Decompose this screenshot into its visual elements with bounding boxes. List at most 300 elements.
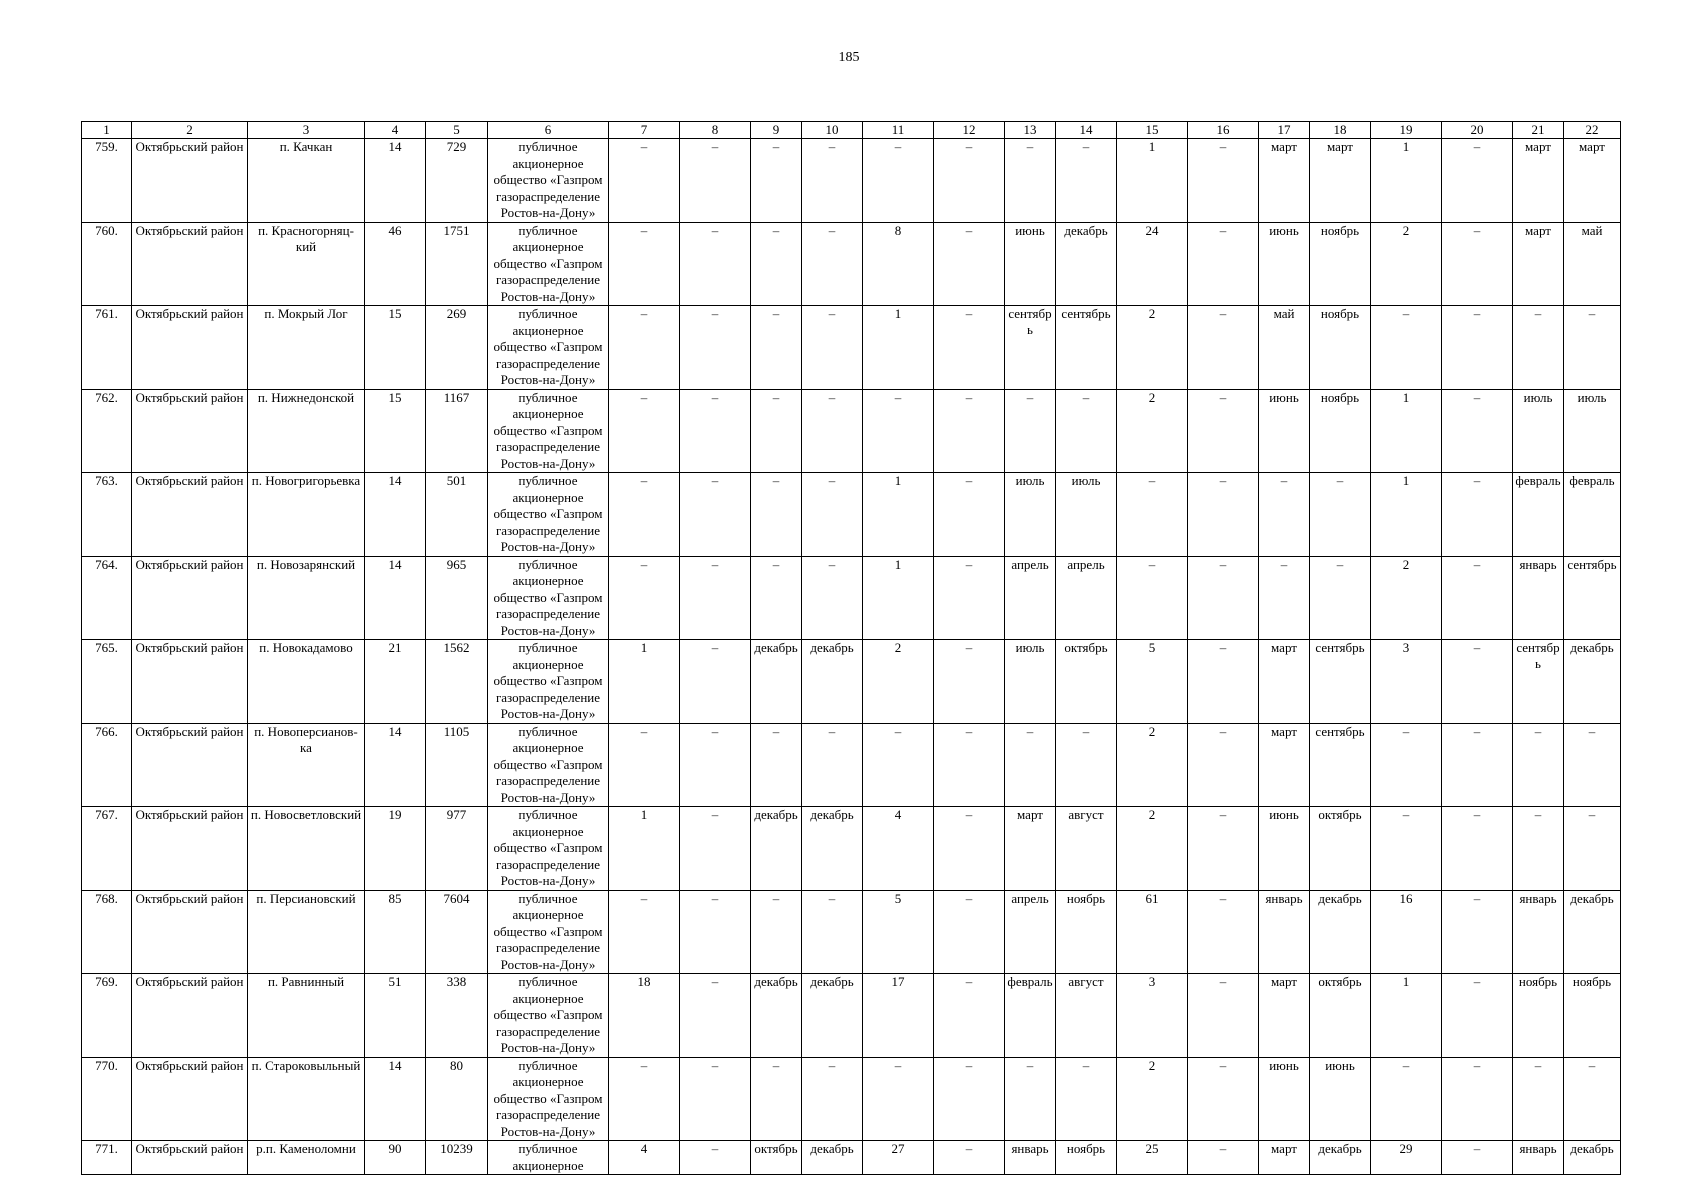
table-cell-col-7: 18 xyxy=(609,974,680,1058)
table-cell-col-16: – xyxy=(1188,890,1259,974)
table-cell-col-13: июль xyxy=(1005,473,1056,557)
table-cell-col-21: сентябр ь xyxy=(1513,640,1564,724)
table-cell-col-14: июль xyxy=(1056,473,1117,557)
table-cell-col-15: 5 xyxy=(1117,640,1188,724)
table-cell-col-17: март xyxy=(1259,1141,1310,1175)
table-cell-col-18: сентябрь xyxy=(1310,723,1371,807)
table-row xyxy=(82,974,1621,1058)
table-cell-col-3: р.п. Каменоломни xyxy=(248,1141,365,1175)
table-cell-col-6: публичное акционерное общество «Газпром газораспределение Ростов-на-Дону» xyxy=(488,222,609,306)
table-cell-col-15: 2 xyxy=(1117,389,1188,473)
table-cell-col-3: п. Равнинный xyxy=(248,974,365,1058)
table-cell-col-10: декабрь xyxy=(802,974,863,1058)
table-cell-col-2: Октябрьский район xyxy=(132,556,248,640)
table-cell-col-3: п. Новозарянский xyxy=(248,556,365,640)
table-row xyxy=(82,723,1621,807)
table-cell-col-15: – xyxy=(1117,473,1188,557)
table-cell-col-1: 759. xyxy=(82,139,132,223)
table-cell-col-4: 90 xyxy=(365,1141,426,1175)
table-cell-col-11: 1 xyxy=(863,473,934,557)
table-cell-col-19: – xyxy=(1371,306,1442,390)
table-cell-col-15: – xyxy=(1117,556,1188,640)
table-cell-col-10: декабрь xyxy=(802,1141,863,1175)
table-cell-col-6: публичное акционерное общество «Газпром газораспределение Ростов-на-Дону» xyxy=(488,556,609,640)
table-cell-col-9: – xyxy=(751,139,802,223)
table-cell-col-4: 14 xyxy=(365,556,426,640)
table-cell-col-14: – xyxy=(1056,139,1117,223)
table-cell-col-17: май xyxy=(1259,306,1310,390)
table-cell-col-9: – xyxy=(751,723,802,807)
table-cell-col-22: сентябрь xyxy=(1564,556,1621,640)
column-header-22: 22 xyxy=(1564,122,1621,139)
table-cell-col-21: март xyxy=(1513,222,1564,306)
table-cell-col-20: – xyxy=(1442,890,1513,974)
table-cell-col-5: 1105 xyxy=(426,723,488,807)
table-cell-col-19: 29 xyxy=(1371,1141,1442,1175)
table-cell-col-7: 4 xyxy=(609,1141,680,1175)
table-cell-col-17: июнь xyxy=(1259,389,1310,473)
table-cell-col-4: 85 xyxy=(365,890,426,974)
table-cell-col-9: – xyxy=(751,473,802,557)
table-cell-col-12: – xyxy=(934,389,1005,473)
table-cell-col-21: март xyxy=(1513,139,1564,223)
table-cell-col-13: апрель xyxy=(1005,890,1056,974)
table-cell-col-5: 1167 xyxy=(426,389,488,473)
table-cell-col-14: – xyxy=(1056,723,1117,807)
table-cell-col-2: Октябрьский район xyxy=(132,473,248,557)
table-cell-col-6: публичное акционерное общество «Газпром газораспределение Ростов-на-Дону» xyxy=(488,723,609,807)
table-cell-col-16: – xyxy=(1188,974,1259,1058)
table-cell-col-9: – xyxy=(751,1057,802,1141)
table-cell-col-4: 46 xyxy=(365,222,426,306)
table-cell-col-16: – xyxy=(1188,306,1259,390)
table-cell-col-9: – xyxy=(751,890,802,974)
table-cell-col-13: январь xyxy=(1005,1141,1056,1175)
table-cell-col-17: июнь xyxy=(1259,222,1310,306)
table-cell-col-8: – xyxy=(680,222,751,306)
table-cell-col-6: публичное акционерное общество «Газпром газораспределение Ростов-на-Дону» xyxy=(488,974,609,1058)
table-cell-col-6: публичное акционерное общество «Газпром газораспределение Ростов-на-Дону» xyxy=(488,473,609,557)
table-cell-col-2: Октябрьский район xyxy=(132,1057,248,1141)
table-cell-col-19: – xyxy=(1371,723,1442,807)
column-header-18: 18 xyxy=(1310,122,1371,139)
table-cell-col-2: Октябрьский район xyxy=(132,139,248,223)
table-cell-col-9: – xyxy=(751,556,802,640)
column-header-9: 9 xyxy=(751,122,802,139)
table-cell-col-20: – xyxy=(1442,1057,1513,1141)
table-cell-col-17: июнь xyxy=(1259,807,1310,891)
table-cell-col-15: 2 xyxy=(1117,723,1188,807)
table-cell-col-22: май xyxy=(1564,222,1621,306)
table-header xyxy=(82,122,1621,139)
table-cell-col-17: – xyxy=(1259,556,1310,640)
table-cell-col-11: – xyxy=(863,723,934,807)
table-cell-col-22: – xyxy=(1564,723,1621,807)
table-cell-col-21: январь xyxy=(1513,1141,1564,1175)
table-cell-col-15: 3 xyxy=(1117,974,1188,1058)
table-cell-col-12: – xyxy=(934,890,1005,974)
table-cell-col-4: 21 xyxy=(365,640,426,724)
table-cell-col-8: – xyxy=(680,1141,751,1175)
table-cell-col-11: – xyxy=(863,1057,934,1141)
table-cell-col-2: Октябрьский район xyxy=(132,723,248,807)
table-cell-col-7: 1 xyxy=(609,640,680,724)
table-row xyxy=(82,389,1621,473)
table-cell-col-3: п. Новогригорьевка xyxy=(248,473,365,557)
table-row xyxy=(82,890,1621,974)
table-cell-col-16: – xyxy=(1188,473,1259,557)
table-cell-col-13: – xyxy=(1005,723,1056,807)
table-cell-col-20: – xyxy=(1442,306,1513,390)
table-cell-col-14: – xyxy=(1056,1057,1117,1141)
table-cell-col-5: 269 xyxy=(426,306,488,390)
table-cell-col-1: 771. xyxy=(82,1141,132,1175)
table-cell-col-17: март xyxy=(1259,723,1310,807)
table-cell-col-21: – xyxy=(1513,306,1564,390)
column-header-1: 1 xyxy=(82,122,132,139)
table-cell-col-14: ноябрь xyxy=(1056,890,1117,974)
table-cell-col-12: – xyxy=(934,723,1005,807)
table-cell-col-19: – xyxy=(1371,1057,1442,1141)
table-cell-col-3: п. Нижнедонской xyxy=(248,389,365,473)
table-cell-col-22: декабрь xyxy=(1564,1141,1621,1175)
table-body xyxy=(82,139,1621,1175)
table-cell-col-19: 2 xyxy=(1371,556,1442,640)
column-header-16: 16 xyxy=(1188,122,1259,139)
table-cell-col-5: 80 xyxy=(426,1057,488,1141)
table-cell-col-4: 14 xyxy=(365,139,426,223)
table-cell-col-19: 2 xyxy=(1371,222,1442,306)
table-cell-col-10: – xyxy=(802,723,863,807)
table-cell-col-11: 17 xyxy=(863,974,934,1058)
table-cell-col-17: – xyxy=(1259,473,1310,557)
table-cell-col-20: – xyxy=(1442,389,1513,473)
table-cell-col-10: декабрь xyxy=(802,640,863,724)
table-cell-col-20: – xyxy=(1442,1141,1513,1175)
table-cell-col-20: – xyxy=(1442,640,1513,724)
table-cell-col-20: – xyxy=(1442,974,1513,1058)
table-cell-col-19: 1 xyxy=(1371,389,1442,473)
table-cell-col-8: – xyxy=(680,306,751,390)
column-header-15: 15 xyxy=(1117,122,1188,139)
table-cell-col-6: публичное акционерное общество «Газпром газораспределение Ростов-на-Дону» xyxy=(488,389,609,473)
table-cell-col-1: 767. xyxy=(82,807,132,891)
table-cell-col-5: 1751 xyxy=(426,222,488,306)
table-cell-col-22: декабрь xyxy=(1564,640,1621,724)
table-cell-col-10: – xyxy=(802,890,863,974)
table-row xyxy=(82,222,1621,306)
table-cell-col-9: декабрь xyxy=(751,974,802,1058)
table-cell-col-3: п. Персиановский xyxy=(248,890,365,974)
table-cell-col-18: июнь xyxy=(1310,1057,1371,1141)
column-header-7: 7 xyxy=(609,122,680,139)
table-cell-col-16: – xyxy=(1188,222,1259,306)
table-cell-col-11: – xyxy=(863,139,934,223)
table-cell-col-10: – xyxy=(802,222,863,306)
table-cell-col-1: 770. xyxy=(82,1057,132,1141)
table-cell-col-2: Октябрьский район xyxy=(132,306,248,390)
column-header-5: 5 xyxy=(426,122,488,139)
table-cell-col-19: 1 xyxy=(1371,473,1442,557)
table-cell-col-7: – xyxy=(609,1057,680,1141)
table-cell-col-22: декабрь xyxy=(1564,890,1621,974)
table-row xyxy=(82,807,1621,891)
table-cell-col-15: 25 xyxy=(1117,1141,1188,1175)
table-cell-col-15: 1 xyxy=(1117,139,1188,223)
table-cell-col-2: Октябрьский район xyxy=(132,1141,248,1175)
column-header-6: 6 xyxy=(488,122,609,139)
table-cell-col-6: публичное акционерное общество «Газпром газораспределение Ростов-на-Дону» xyxy=(488,890,609,974)
table-cell-col-16: – xyxy=(1188,139,1259,223)
table-cell-col-5: 977 xyxy=(426,807,488,891)
table-cell-col-22: март xyxy=(1564,139,1621,223)
table-cell-col-9: декабрь xyxy=(751,807,802,891)
table-cell-col-6: публичное акционерное общество «Газпром газораспределение Ростов-на-Дону» xyxy=(488,139,609,223)
table-cell-col-21: февраль xyxy=(1513,473,1564,557)
table-cell-col-20: – xyxy=(1442,723,1513,807)
table-cell-col-1: 766. xyxy=(82,723,132,807)
column-header-17: 17 xyxy=(1259,122,1310,139)
header-row xyxy=(82,122,1621,139)
table-cell-col-3: п. Староковыльный xyxy=(248,1057,365,1141)
table-cell-col-11: 2 xyxy=(863,640,934,724)
table-cell-col-1: 763. xyxy=(82,473,132,557)
table-cell-col-17: март xyxy=(1259,139,1310,223)
table-cell-col-15: 24 xyxy=(1117,222,1188,306)
table-cell-col-16: – xyxy=(1188,1057,1259,1141)
table-cell-col-2: Октябрьский район xyxy=(132,807,248,891)
table-row xyxy=(82,473,1621,557)
table-cell-col-7: – xyxy=(609,139,680,223)
table-cell-col-8: – xyxy=(680,389,751,473)
table-cell-col-3: п. Новосветловский xyxy=(248,807,365,891)
table-cell-col-18: – xyxy=(1310,556,1371,640)
table-row xyxy=(82,1141,1621,1175)
table-cell-col-21: январь xyxy=(1513,890,1564,974)
column-header-11: 11 xyxy=(863,122,934,139)
table-cell-col-22: ноябрь xyxy=(1564,974,1621,1058)
table-cell-col-15: 61 xyxy=(1117,890,1188,974)
table-cell-col-12: – xyxy=(934,807,1005,891)
table-cell-col-7: – xyxy=(609,556,680,640)
table-cell-col-20: – xyxy=(1442,139,1513,223)
table-cell-col-6: публичное акционерное общество «Газпром газораспределение Ростов-на-Дону» xyxy=(488,1057,609,1141)
table-cell-col-11: 8 xyxy=(863,222,934,306)
table-cell-col-6: публичное акционерное общество «Газпром газораспределение Ростов-на-Дону» xyxy=(488,640,609,724)
table-cell-col-12: – xyxy=(934,222,1005,306)
table-cell-col-10: – xyxy=(802,556,863,640)
table-cell-col-12: – xyxy=(934,1057,1005,1141)
table-cell-col-21: – xyxy=(1513,807,1564,891)
table-cell-col-19: 16 xyxy=(1371,890,1442,974)
table-cell-col-13: март xyxy=(1005,807,1056,891)
table-cell-col-9: – xyxy=(751,222,802,306)
table-cell-col-1: 765. xyxy=(82,640,132,724)
table-cell-col-17: июнь xyxy=(1259,1057,1310,1141)
table-cell-col-9: – xyxy=(751,389,802,473)
column-header-19: 19 xyxy=(1371,122,1442,139)
column-header-3: 3 xyxy=(248,122,365,139)
table-cell-col-1: 764. xyxy=(82,556,132,640)
table-cell-col-11: 5 xyxy=(863,890,934,974)
table-cell-col-16: – xyxy=(1188,389,1259,473)
table-cell-col-9: – xyxy=(751,306,802,390)
table-cell-col-20: – xyxy=(1442,222,1513,306)
table-cell-col-18: сентябрь xyxy=(1310,640,1371,724)
table-cell-col-7: – xyxy=(609,890,680,974)
table-cell-col-4: 15 xyxy=(365,306,426,390)
table-cell-col-8: – xyxy=(680,556,751,640)
table-cell-col-12: – xyxy=(934,640,1005,724)
table-cell-col-10: – xyxy=(802,306,863,390)
table-cell-col-5: 10239 xyxy=(426,1141,488,1175)
table-cell-col-14: апрель xyxy=(1056,556,1117,640)
table-row xyxy=(82,306,1621,390)
table-cell-col-15: 2 xyxy=(1117,1057,1188,1141)
table-cell-col-4: 51 xyxy=(365,974,426,1058)
column-header-20: 20 xyxy=(1442,122,1513,139)
table-cell-col-5: 501 xyxy=(426,473,488,557)
table-cell-col-4: 14 xyxy=(365,1057,426,1141)
table-cell-col-1: 768. xyxy=(82,890,132,974)
table-cell-col-11: 27 xyxy=(863,1141,934,1175)
table-cell-col-4: 15 xyxy=(365,389,426,473)
table-cell-col-21: ноябрь xyxy=(1513,974,1564,1058)
table-cell-col-12: – xyxy=(934,556,1005,640)
table-cell-col-18: март xyxy=(1310,139,1371,223)
table-cell-col-8: – xyxy=(680,139,751,223)
table-cell-col-5: 338 xyxy=(426,974,488,1058)
table-cell-col-11: 4 xyxy=(863,807,934,891)
table-cell-col-3: п. Мокрый Лог xyxy=(248,306,365,390)
table-cell-col-16: – xyxy=(1188,1141,1259,1175)
table-cell-col-6: публичное акционерное общество «Газпром газораспределение Ростов-на-Дону» xyxy=(488,807,609,891)
table-cell-col-18: октябрь xyxy=(1310,974,1371,1058)
column-header-14: 14 xyxy=(1056,122,1117,139)
table-cell-col-5: 729 xyxy=(426,139,488,223)
table-cell-col-22: июль xyxy=(1564,389,1621,473)
table-cell-col-13: февраль xyxy=(1005,974,1056,1058)
table-cell-col-18: ноябрь xyxy=(1310,306,1371,390)
table-cell-col-13: июнь xyxy=(1005,222,1056,306)
table-cell-col-18: декабрь xyxy=(1310,1141,1371,1175)
table-cell-col-19: – xyxy=(1371,807,1442,891)
table-cell-col-4: 19 xyxy=(365,807,426,891)
table-cell-col-19: 1 xyxy=(1371,139,1442,223)
table-cell-col-7: – xyxy=(609,306,680,390)
column-header-8: 8 xyxy=(680,122,751,139)
table-row xyxy=(82,556,1621,640)
column-header-21: 21 xyxy=(1513,122,1564,139)
table-cell-col-16: – xyxy=(1188,723,1259,807)
table-cell-col-13: – xyxy=(1005,139,1056,223)
table-cell-col-6: публичное акционерное xyxy=(488,1141,609,1175)
table-cell-col-5: 965 xyxy=(426,556,488,640)
table-cell-col-5: 1562 xyxy=(426,640,488,724)
table-cell-col-16: – xyxy=(1188,556,1259,640)
table-cell-col-21: – xyxy=(1513,723,1564,807)
table-cell-col-10: – xyxy=(802,139,863,223)
table-cell-col-2: Октябрьский район xyxy=(132,974,248,1058)
table-cell-col-22: февраль xyxy=(1564,473,1621,557)
column-header-10: 10 xyxy=(802,122,863,139)
table-cell-col-2: Октябрьский район xyxy=(132,890,248,974)
table-cell-col-13: июль xyxy=(1005,640,1056,724)
table-cell-col-18: ноябрь xyxy=(1310,222,1371,306)
table-cell-col-1: 762. xyxy=(82,389,132,473)
table-cell-col-21: – xyxy=(1513,1057,1564,1141)
table-cell-col-17: март xyxy=(1259,974,1310,1058)
table-cell-col-13: – xyxy=(1005,389,1056,473)
table-cell-col-8: – xyxy=(680,890,751,974)
table-cell-col-17: январь xyxy=(1259,890,1310,974)
table-cell-col-12: – xyxy=(934,974,1005,1058)
table-cell-col-18: – xyxy=(1310,473,1371,557)
table-cell-col-7: – xyxy=(609,389,680,473)
column-header-12: 12 xyxy=(934,122,1005,139)
table-cell-col-21: июль xyxy=(1513,389,1564,473)
table-cell-col-7: – xyxy=(609,222,680,306)
table-cell-col-7: 1 xyxy=(609,807,680,891)
table-cell-col-15: 2 xyxy=(1117,807,1188,891)
table-cell-col-14: октябрь xyxy=(1056,640,1117,724)
column-header-2: 2 xyxy=(132,122,248,139)
table-cell-col-14: сентябрь xyxy=(1056,306,1117,390)
table-row xyxy=(82,1057,1621,1141)
table-cell-col-2: Октябрьский район xyxy=(132,222,248,306)
table-cell-col-13: апрель xyxy=(1005,556,1056,640)
table-cell-col-12: – xyxy=(934,473,1005,557)
table-cell-col-8: – xyxy=(680,974,751,1058)
table-cell-col-9: декабрь xyxy=(751,640,802,724)
table-cell-col-3: п. Качкан xyxy=(248,139,365,223)
table-cell-col-11: – xyxy=(863,389,934,473)
table-cell-col-16: – xyxy=(1188,640,1259,724)
table-cell-col-8: – xyxy=(680,640,751,724)
table-row xyxy=(82,640,1621,724)
table-cell-col-19: 1 xyxy=(1371,974,1442,1058)
table-cell-col-21: январь xyxy=(1513,556,1564,640)
table-cell-col-22: – xyxy=(1564,306,1621,390)
table-cell-col-10: – xyxy=(802,1057,863,1141)
table-row xyxy=(82,139,1621,223)
table-cell-col-18: октябрь xyxy=(1310,807,1371,891)
table-cell-col-17: март xyxy=(1259,640,1310,724)
table-cell-col-16: – xyxy=(1188,807,1259,891)
gasification-table xyxy=(81,121,1621,1175)
table-cell-col-20: – xyxy=(1442,807,1513,891)
table-cell-col-19: 3 xyxy=(1371,640,1442,724)
table-cell-col-13: сентябр ь xyxy=(1005,306,1056,390)
table-cell-col-7: – xyxy=(609,723,680,807)
table-cell-col-8: – xyxy=(680,1057,751,1141)
table-cell-col-1: 761. xyxy=(82,306,132,390)
table-cell-col-5: 7604 xyxy=(426,890,488,974)
table-cell-col-4: 14 xyxy=(365,723,426,807)
table-cell-col-4: 14 xyxy=(365,473,426,557)
table-cell-col-9: октябрь xyxy=(751,1141,802,1175)
table-cell-col-18: декабрь xyxy=(1310,890,1371,974)
table-cell-col-22: – xyxy=(1564,1057,1621,1141)
table-cell-col-8: – xyxy=(680,807,751,891)
table-cell-col-8: – xyxy=(680,473,751,557)
table-cell-col-12: – xyxy=(934,139,1005,223)
table-cell-col-12: – xyxy=(934,306,1005,390)
table-cell-col-20: – xyxy=(1442,473,1513,557)
table-cell-col-14: ноябрь xyxy=(1056,1141,1117,1175)
table-cell-col-10: – xyxy=(802,473,863,557)
table-cell-col-10: декабрь xyxy=(802,807,863,891)
